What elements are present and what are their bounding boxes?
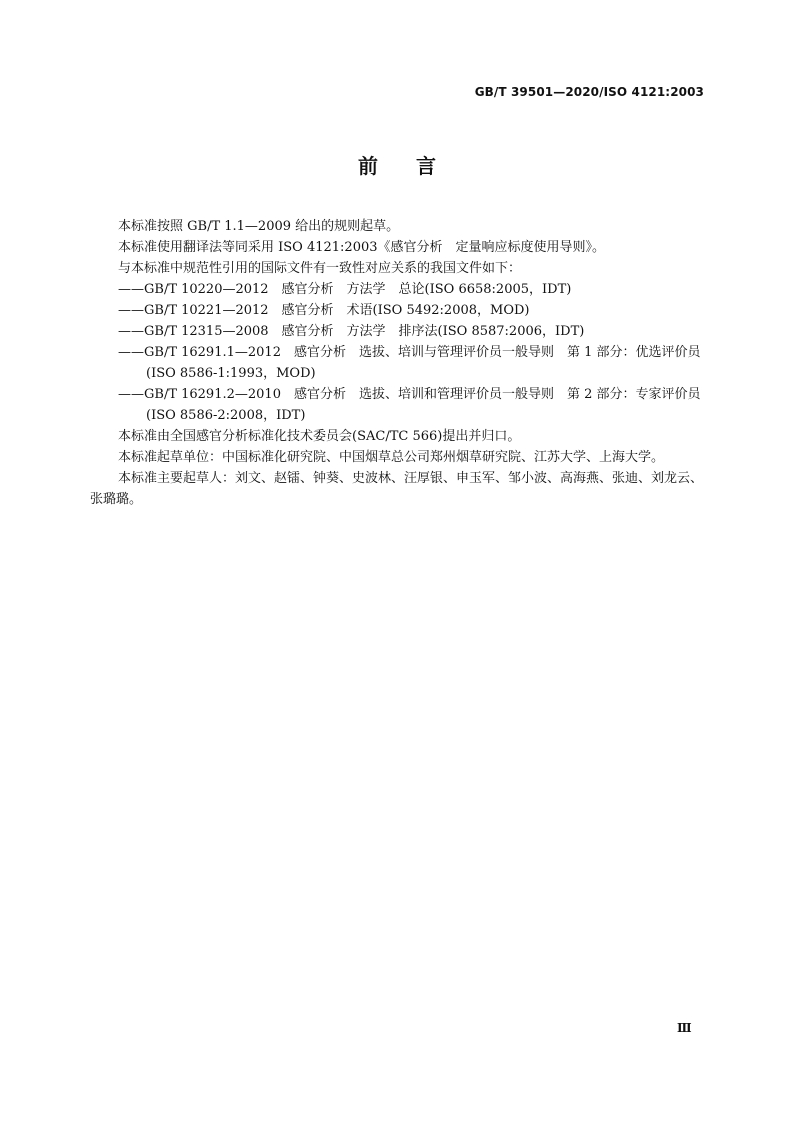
page-number: Ⅲ	[677, 1021, 692, 1035]
reference-item: ——GB/T 16291.1—2012 感官分析 选拔、培训与管理评价员一般导则 第 1 部分：优选评价员	[118, 345, 701, 360]
reference-item: ——GB/T 10221—2012 感官分析 术语(ISO 5492:2008，MOD)	[118, 303, 530, 318]
reference-item: ——GB/T 12315—2008 感官分析 方法学 排序法(ISO 8587:2006，IDT)	[118, 324, 585, 339]
reference-item: ——GB/T 16291.2—2010 感官分析 选拔、培训和管理评价员一般导则 第 2 部分：专家评价员	[118, 387, 701, 402]
reference-item-continuation: (ISO 8586-1:1993，MOD)	[146, 366, 316, 381]
paragraph-drafters-continuation: 张璐璐。	[90, 492, 143, 507]
paragraph-proposer: 本标准由全国感官分析标准化技术委员会(SAC/TC 566)提出并归口。	[118, 429, 521, 444]
reference-item-continuation: (ISO 8586-2:2008，IDT)	[146, 408, 306, 423]
paragraph-drafters: 本标准主要起草人：刘文、赵镭、钟葵、史波林、汪厚银、申玉军、邹小波、高海燕、张迪、刘龙云、	[118, 471, 704, 486]
reference-item: ——GB/T 10220—2012 感官分析 方法学 总论(ISO 6658:2005，IDT)	[118, 282, 572, 297]
paragraph-adoption: 本标准使用翻译法等同采用 ISO 4121:2003《感官分析 定量响应标度使用导则》。	[118, 240, 606, 255]
page-title: 前言	[358, 154, 474, 178]
document-body	[90, 216, 704, 510]
paragraph-drafting-units: 本标准起草单位：中国标准化研究院、中国烟草总公司郑州烟草研究院、江苏大学、上海大学。	[118, 450, 665, 465]
paragraph-reference-intro: 与本标准中规范性引用的国际文件有一致性对应关系的我国文件如下：	[118, 261, 522, 276]
paragraph-drafting-rules: 本标准按照 GB/T 1.1—2009 给出的规则起草。	[118, 219, 400, 234]
standard-code: GB/T 39501—2020/ISO 4121:2003	[474, 85, 704, 99]
reference-list	[90, 279, 704, 426]
